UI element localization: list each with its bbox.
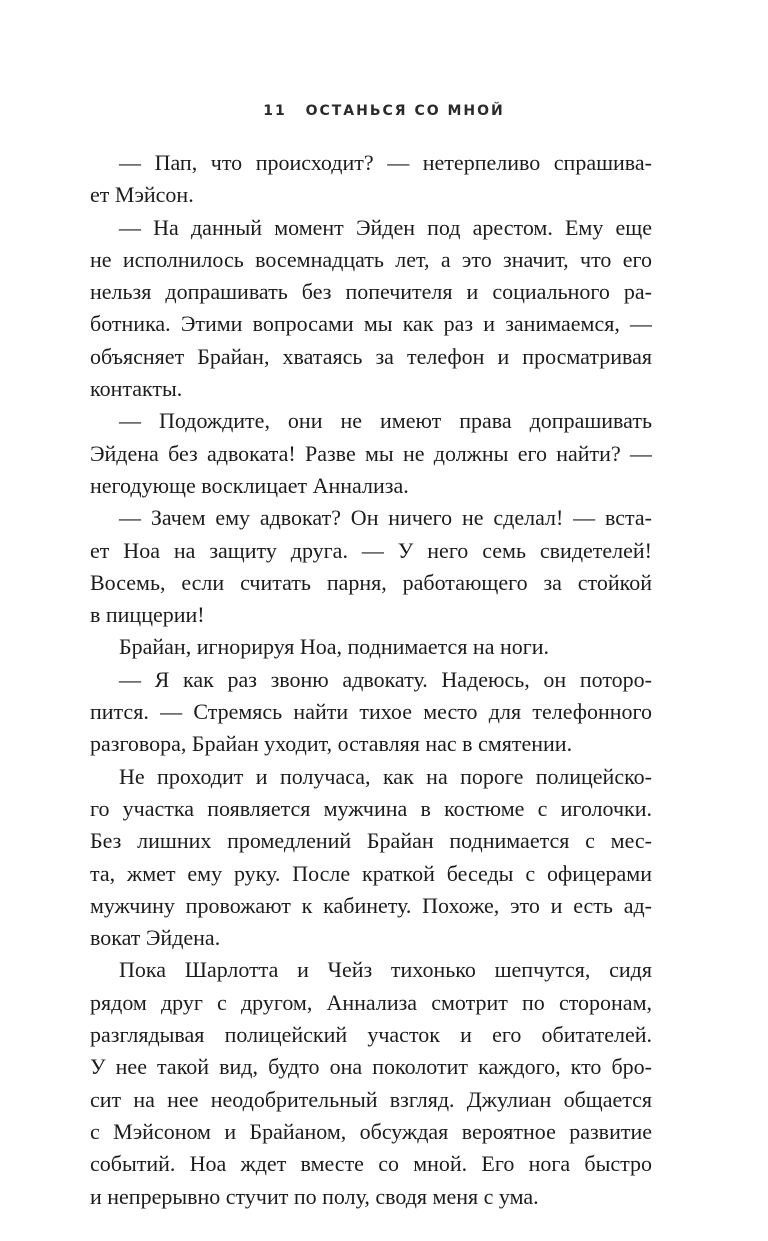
text-line: пится. — Стремясь найти тихое место для телефонного xyxy=(90,699,652,725)
text-line: рядом друг с другом, Аннализа смотрит по сторонам, xyxy=(90,989,652,1015)
text-line: вокат Эйдена. xyxy=(90,925,221,951)
text-line: нельзя допрашивать без попечителя и социального ра- xyxy=(90,279,652,305)
text-line: с Мэйсоном и Брайаном, обсуждая вероятное развитие xyxy=(90,1118,652,1144)
text-line: Восемь, если считать парня, работающего за стойкой xyxy=(90,569,652,595)
running-head xyxy=(0,103,768,119)
text-line: та, жмет ему руку. После краткой беседы с офицерами xyxy=(90,860,652,886)
page-number: 11 xyxy=(263,103,287,119)
text-line: разговора, Брайан уходит, оставляя нас в смятении. xyxy=(90,731,573,757)
text-line: негодующе восклицает Аннализа. xyxy=(90,472,409,498)
text-line: контакты. xyxy=(90,376,183,402)
text-line: разглядывая полицейский участок и его обитателей. xyxy=(90,1022,652,1048)
text-line: ет Ноа на защиту друга. — У него семь свидетелей! xyxy=(90,537,652,563)
text-line: сит на нее неодобрительный взгляд. Джулиан общается xyxy=(90,1086,652,1112)
text-line: и непрерывно стучит по полу, сводя меня с ума. xyxy=(90,1183,539,1209)
text-line: мужчину провожают к кабинету. Похоже, это и есть ад- xyxy=(90,892,652,918)
text-line: го участка появляется мужчина в костюме с иголочки. xyxy=(90,795,652,821)
body-text xyxy=(90,147,652,1213)
text-line: Эйдена без адвоката! Разве мы не должны его найти? — xyxy=(90,440,652,466)
text-line: не исполнилось восемнадцать лет, а это значит, что его xyxy=(90,246,652,272)
text-line: — Я как раз звоню адвокату. Надеюсь, он поторо- xyxy=(119,666,652,692)
text-line: Не проходит и получаса, как на пороге полицейско- xyxy=(119,763,652,789)
text-line: — На данный момент Эйден под арестом. Ему еще xyxy=(119,214,652,240)
text-line: — Зачем ему адвокат? Он ничего не сделал! — вста- xyxy=(119,505,652,531)
text-line: — Подождите, они не имеют права допрашивать xyxy=(119,408,652,434)
chapter-title: ОСТАНЬСЯ СО МНОЙ xyxy=(305,103,505,119)
text-line: ет Мэйсон. xyxy=(90,182,194,208)
text-line: в пиццерии! xyxy=(90,602,205,628)
text-line: Без лишних промедлений Брайан поднимается с мес- xyxy=(90,828,652,854)
text-line: У нее такой вид, будто она поколотит каждого, кто бро- xyxy=(90,1054,652,1080)
text-line: событий. Ноа ждет вместе со мной. Его нога быстро xyxy=(90,1151,652,1177)
text-line: — Пап, что происходит? — нетерпеливо спрашива- xyxy=(119,150,652,175)
text-line: ботника. Этими вопросами мы как раз и занимаемся, — xyxy=(90,311,652,337)
text-line: объясняет Брайан, хватаясь за телефон и просматривая xyxy=(90,343,652,369)
text-line: Пока Шарлотта и Чейз тихонько шепчутся, сидя xyxy=(119,957,652,983)
text-line: Брайан, игнорируя Ноа, поднимается на ноги. xyxy=(119,634,550,660)
